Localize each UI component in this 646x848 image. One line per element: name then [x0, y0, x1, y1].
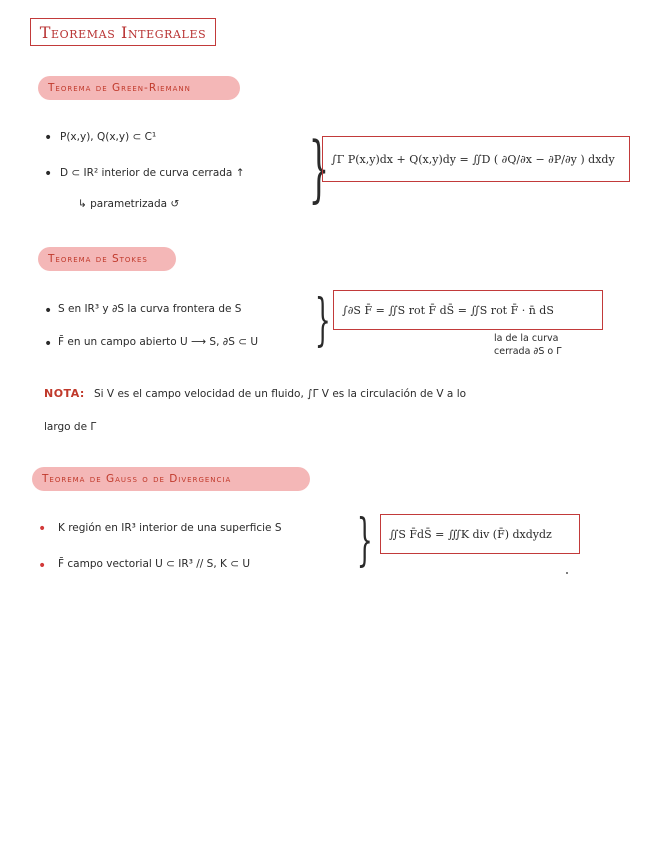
gauss-formula: ∬S F̄dS̄ = ∭K div (F̄) dxdydz [389, 527, 552, 541]
note-line-1: Si V es el campo velocidad de un fluido, ∫Γ V es la circulación de V a lo [94, 388, 467, 400]
page-title: Teoremas Integrales [39, 22, 207, 42]
stokes-formula: ∫∂S F̄ = ∬S rot F̄ dS̄ = ∬S rot F̄ · n̄ dS [342, 303, 554, 317]
section-heading-stokes [38, 247, 176, 271]
note-label: NOTA: [44, 387, 85, 400]
stokes-bullet-1: S en IR³ y ∂S la curva frontera de S [58, 303, 242, 315]
gauss-bullet-1: K región en IR³ interior de una superficie S [58, 522, 282, 534]
stokes-brace: } [314, 288, 331, 353]
green-formula-box [322, 136, 630, 182]
gauss-brace: } [356, 508, 373, 573]
stokes-formula-box [333, 290, 603, 330]
bullet-marker: • [44, 336, 53, 352]
stray-dot [566, 572, 568, 574]
title-box [30, 18, 216, 46]
gauss-bullet-2: F̄ campo vectorial U ⊂ IR³ // S, K ⊂ U [58, 558, 251, 570]
section-heading-green [38, 76, 240, 100]
green-heading-text: Teorema de Green-Riemann [48, 82, 191, 94]
bullet-marker: • [44, 130, 53, 146]
section-heading-gauss [32, 467, 310, 491]
gauss-heading-text: Teorema de Gauss o de Divergencia [42, 473, 232, 485]
green-bullet-2: D ⊂ IR² interior de curva cerrada ↑ [60, 167, 245, 179]
bullet-marker: • [38, 558, 47, 574]
green-sub-bullet: ↳ parametrizada ↺ [78, 198, 180, 210]
gauss-formula-box [380, 514, 580, 554]
bullet-marker: • [38, 521, 47, 537]
green-bullet-1: P(x,y), Q(x,y) ⊂ C¹ [60, 131, 157, 143]
green-formula: ∫Γ P(x,y)dx + Q(x,y)dy = ∬D ( ∂Q/∂x − ∂P/∂y ) dxdy [331, 152, 615, 166]
note-line-2: largo de Γ [44, 421, 97, 433]
stokes-annotation-1: la de la curva [494, 333, 559, 344]
stokes-heading-text: Teorema de Stokes [48, 253, 148, 265]
stokes-annotation-2: cerrada ∂S o Γ [494, 346, 562, 357]
bullet-marker: • [44, 303, 53, 319]
green-brace: } [308, 126, 330, 210]
stokes-bullet-2: F̄ en un campo abierto U ⟶ S, ∂S ⊂ U [58, 336, 259, 348]
bullet-marker: • [44, 166, 53, 182]
